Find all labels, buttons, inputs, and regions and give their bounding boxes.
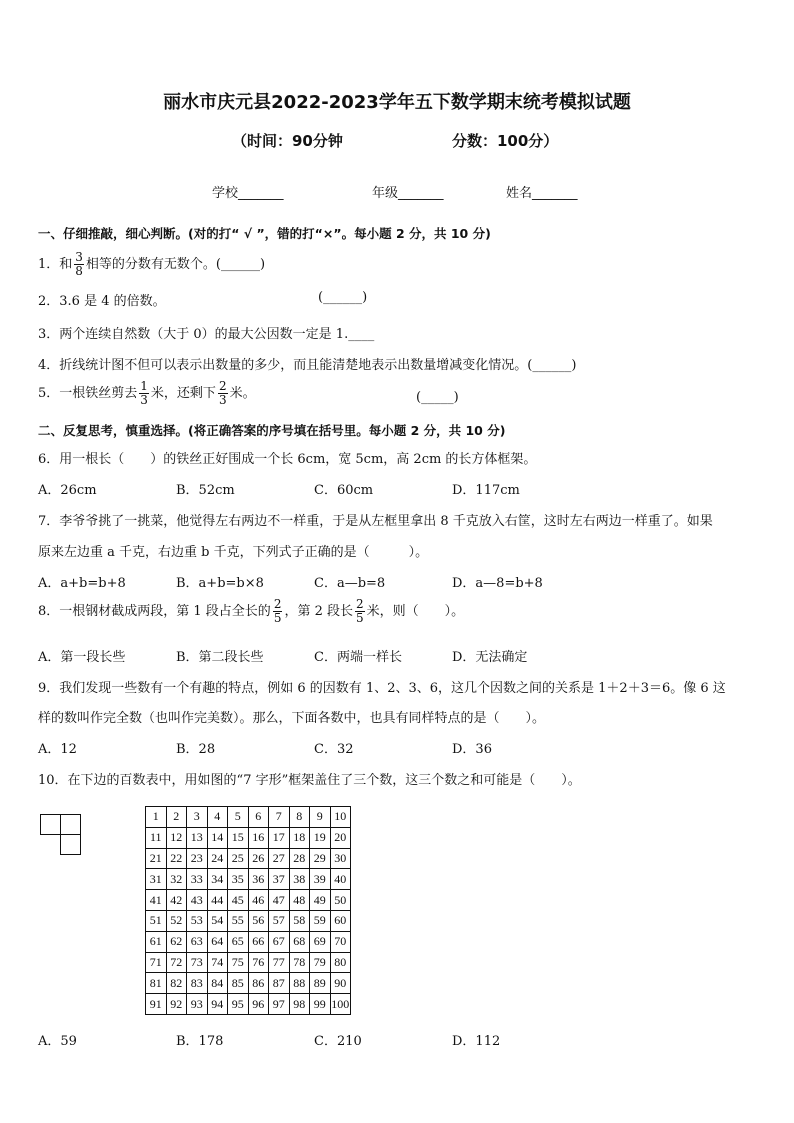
table-cell: 91	[146, 994, 167, 1015]
table-cell: 28	[289, 848, 310, 869]
table-cell: 52	[166, 910, 187, 931]
table-cell: 9	[310, 807, 331, 828]
table-cell: 82	[166, 973, 187, 994]
table-cell: 62	[166, 931, 187, 952]
table-cell: 72	[166, 952, 187, 973]
page-title: 丽水市庆元县2022-2023学年五下数学期末统考模拟试题	[163, 92, 631, 113]
school-field: 学校_______	[212, 186, 284, 201]
table-cell: 24	[207, 848, 228, 869]
table-cell: 65	[228, 931, 249, 952]
table-cell: 98	[289, 994, 310, 1015]
question-3: 3．两个连续自然数（大于 0）的最大公因数一定是 1.____	[38, 327, 375, 342]
table-row	[146, 931, 351, 952]
q1-pre-text: 1．和	[38, 257, 73, 272]
hundred-number-table	[145, 806, 351, 1015]
table-row	[146, 952, 351, 973]
table-cell: 90	[330, 973, 351, 994]
table-cell: 31	[146, 869, 167, 890]
table-cell: 57	[269, 910, 290, 931]
table-cell: 19	[310, 827, 331, 848]
q6-option-b: B．52cm	[176, 483, 235, 498]
q10-option-c: C．210	[314, 1034, 362, 1049]
table-row	[146, 848, 351, 869]
q8-option-a: A．第一段长些	[38, 650, 126, 665]
table-cell: 10	[330, 807, 351, 828]
table-cell: 7	[269, 807, 290, 828]
q9-option-b: B．28	[176, 742, 216, 757]
table-cell: 51	[146, 910, 167, 931]
question-5: 5．一根铁丝剪去 $\frac{1}{3}$ 米，还剩下 $\frac{2}{3}$ 米。	[38, 379, 256, 407]
question-6: 6．用一根长（ ）的铁丝正好围成一个长 6cm，宽 5cm，高 2cm 的长方体框架。	[38, 452, 537, 467]
table-cell: 46	[248, 890, 269, 911]
q6-option-a: A．26cm	[38, 483, 97, 498]
exam-score: 分数：100分）	[452, 132, 559, 150]
table-cell: 44	[207, 890, 228, 911]
table-cell: 5	[228, 807, 249, 828]
table-cell: 29	[310, 848, 331, 869]
q8-option-b: B．第二段长些	[176, 650, 264, 665]
table-cell: 36	[248, 869, 269, 890]
table-cell: 21	[146, 848, 167, 869]
table-cell: 11	[146, 827, 167, 848]
table-cell: 71	[146, 952, 167, 973]
table-cell: 42	[166, 890, 187, 911]
section-2-heading: 二、反复思考，慎重选择。(将正确答案的序号填在括号里。每小题 2 分，共 10 分)	[38, 423, 506, 438]
table-cell: 75	[228, 952, 249, 973]
table-cell: 69	[310, 931, 331, 952]
table-cell: 20	[330, 827, 351, 848]
table-cell: 95	[228, 994, 249, 1015]
table-cell: 66	[248, 931, 269, 952]
table-cell: 93	[187, 994, 208, 1015]
table-cell: 13	[187, 827, 208, 848]
table-cell: 3	[187, 807, 208, 828]
table-cell: 48	[289, 890, 310, 911]
table-cell: 81	[146, 973, 167, 994]
table-cell: 18	[289, 827, 310, 848]
table-cell: 33	[187, 869, 208, 890]
q8-option-d: D．无法确定	[452, 650, 528, 665]
question-1	[38, 251, 265, 278]
table-cell: 87	[269, 973, 290, 994]
table-cell: 77	[269, 952, 290, 973]
q6-option-d: D．117cm	[452, 483, 520, 498]
table-cell: 89	[310, 973, 331, 994]
table-cell: 53	[187, 910, 208, 931]
table-cell: 56	[248, 910, 269, 931]
table-cell: 4	[207, 807, 228, 828]
table-cell: 55	[228, 910, 249, 931]
section-1-heading: 一、仔细推敲，细心判断。(对的打“ √ ”，错的打“×”。每小题 2 分，共 10 分)	[38, 226, 491, 241]
table-cell: 68	[289, 931, 310, 952]
question-4: 4．折线统计图不但可以表示出数量的多少，而且能清楚地表示出数量增减变化情况。(______)	[38, 358, 577, 373]
table-cell: 92	[166, 994, 187, 1015]
table-cell: 49	[310, 890, 331, 911]
question-10: 10．在下边的百数表中，用如图的“7 字形”框架盖住了三个数，这三个数之和可能是（ ）。	[38, 773, 581, 788]
table-cell: 80	[330, 952, 351, 973]
question-9-line-1: 9．我们发现一些数有一个有趣的特点，例如 6 的因数有 1、2、3、6，这几个因数之间的关系是 1＋2＋3＝6。像 6 这	[38, 681, 726, 696]
question-7-line-1: 7．李爷爷挑了一挑菜，他觉得左右两边不一样重，于是从左框里拿出 8 千克放入右筐，这时左右两边一样重了。如果	[38, 514, 713, 529]
table-cell: 83	[187, 973, 208, 994]
table-cell: 79	[310, 952, 331, 973]
table-row	[146, 890, 351, 911]
table-row	[146, 973, 351, 994]
q5-fraction-2: $\frac{2}{3}$	[218, 379, 227, 407]
table-cell: 2	[166, 807, 187, 828]
table-cell: 43	[187, 890, 208, 911]
q7-option-a: A．a+b=b+8	[38, 576, 126, 591]
table-cell: 37	[269, 869, 290, 890]
table-cell: 100	[330, 994, 351, 1015]
table-cell: 41	[146, 890, 167, 911]
question-5-blank: (_____)	[416, 390, 459, 405]
table-cell: 22	[166, 848, 187, 869]
q1-fraction: $\frac{3}{8}$	[75, 250, 83, 278]
question-8: 8．一根钢材截成两段，第 1 段占全长的 $\frac{2}{5}$ ，第 2 段长 $\frac{2}{5}$ 米，则（ ）。	[38, 597, 465, 625]
q8-option-c: C．两端一样长	[314, 650, 402, 665]
table-cell: 40	[330, 869, 351, 890]
q6-option-c: C．60cm	[314, 483, 374, 498]
table-cell: 14	[207, 827, 228, 848]
q9-option-c: C．32	[314, 742, 354, 757]
table-cell: 64	[207, 931, 228, 952]
table-cell: 76	[248, 952, 269, 973]
table-cell: 30	[330, 848, 351, 869]
table-cell: 38	[289, 869, 310, 890]
table-cell: 27	[269, 848, 290, 869]
q8-fraction-1: $\frac{2}{5}$	[273, 597, 282, 625]
q8-fraction-2: $\frac{2}{5}$	[356, 597, 364, 625]
table-cell: 60	[330, 910, 351, 931]
table-cell: 86	[248, 973, 269, 994]
table-cell: 45	[228, 890, 249, 911]
table-cell: 1	[146, 807, 167, 828]
table-cell: 59	[310, 910, 331, 931]
table-cell: 15	[228, 827, 249, 848]
q9-option-a: A．12	[38, 742, 77, 757]
table-cell: 50	[330, 890, 351, 911]
table-cell: 32	[166, 869, 187, 890]
table-cell: 47	[269, 890, 290, 911]
q10-option-d: D．112	[452, 1034, 501, 1049]
table-cell: 35	[228, 869, 249, 890]
table-cell: 96	[248, 994, 269, 1015]
table-cell: 12	[166, 827, 187, 848]
table-row	[146, 869, 351, 890]
exam-time: （时间：90分钟	[232, 132, 343, 150]
grade-field: 年级_______	[372, 186, 444, 201]
question-2: 2．3.6 是 4 的倍数。	[38, 294, 166, 309]
table-cell: 23	[187, 848, 208, 869]
table-cell: 61	[146, 931, 167, 952]
q10-option-a: A．59	[38, 1034, 77, 1049]
q7-option-d: D．a—8=b+8	[452, 576, 543, 591]
table-cell: 17	[269, 827, 290, 848]
q10-option-b: B．178	[176, 1034, 224, 1049]
table-cell: 78	[289, 952, 310, 973]
table-cell: 97	[269, 994, 290, 1015]
q7-option-c: C．a—b=8	[314, 576, 386, 591]
table-row	[146, 994, 351, 1015]
table-cell: 16	[248, 827, 269, 848]
table-cell: 54	[207, 910, 228, 931]
table-cell: 39	[310, 869, 331, 890]
table-cell: 8	[289, 807, 310, 828]
name-field: 姓名_______	[506, 186, 578, 201]
table-cell: 84	[207, 973, 228, 994]
question-7-line-2: 原来左边重 a 千克，右边重 b 千克，下列式子正确的是（ ）。	[38, 545, 429, 560]
table-cell: 6	[248, 807, 269, 828]
q1-post-text: 相等的分数有无数个。(______)	[85, 257, 266, 272]
table-cell: 34	[207, 869, 228, 890]
table-row	[146, 910, 351, 931]
table-cell: 99	[310, 994, 331, 1015]
table-cell: 26	[248, 848, 269, 869]
table-cell: 85	[228, 973, 249, 994]
q7-option-b: B．a+b=b×8	[176, 576, 264, 591]
table-cell: 70	[330, 931, 351, 952]
table-cell: 25	[228, 848, 249, 869]
table-cell: 88	[289, 973, 310, 994]
table-cell: 94	[207, 994, 228, 1015]
table-cell: 63	[187, 931, 208, 952]
table-cell: 67	[269, 931, 290, 952]
seven-shape-frame-icon	[40, 814, 80, 854]
table-row	[146, 807, 351, 828]
table-cell: 58	[289, 910, 310, 931]
table-cell: 73	[187, 952, 208, 973]
q9-option-d: D．36	[452, 742, 492, 757]
question-9-line-2: 样的数叫作完全数（也叫作完美数）。那么，下面各数中，也具有同样特点的是（ ）。	[38, 711, 546, 726]
question-2-blank: (______)	[318, 290, 368, 305]
table-cell: 74	[207, 952, 228, 973]
table-row	[146, 827, 351, 848]
q5-fraction-1: $\frac{1}{3}$	[140, 379, 148, 407]
